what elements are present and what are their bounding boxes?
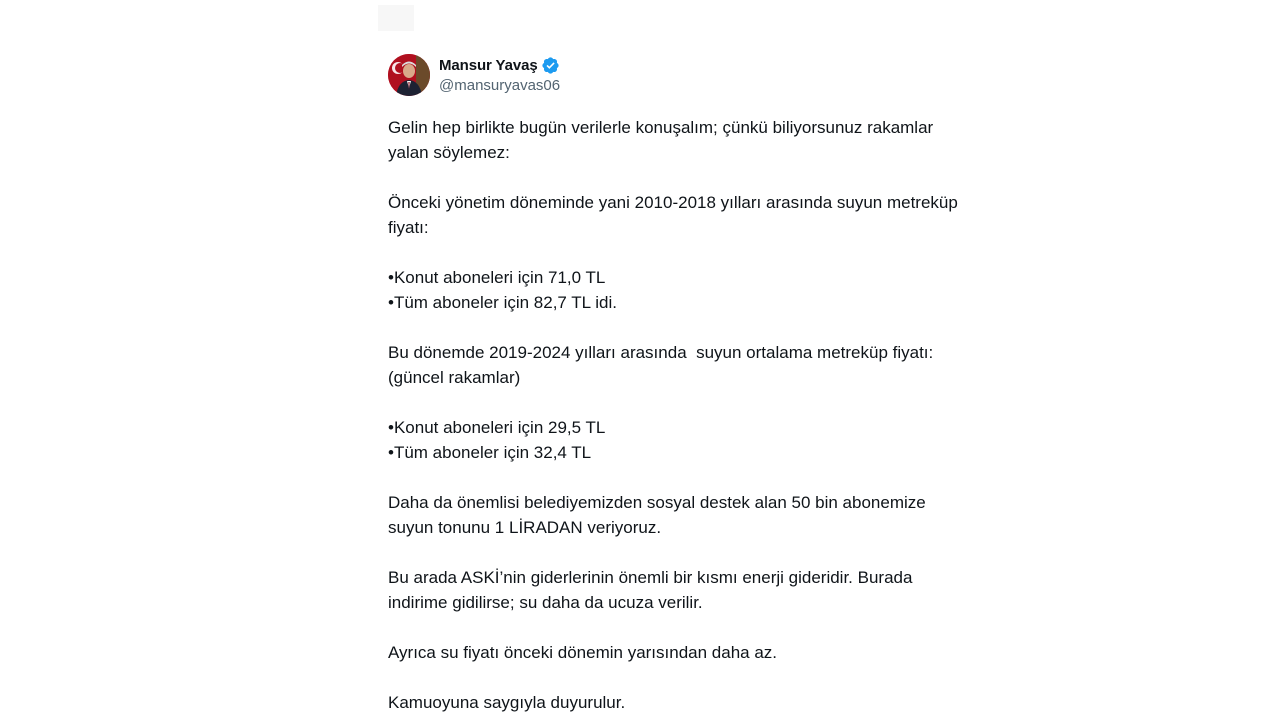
- paragraph-gap: [388, 315, 988, 340]
- tweet-card: [388, 54, 988, 715]
- tweet-line: Önceki yönetim döneminde yani 2010-2018 yılları arasında suyun metreküp: [388, 193, 958, 212]
- paragraph-gap: [388, 165, 988, 190]
- tweet-line: •Tüm aboneler için 32,4 TL: [388, 443, 592, 462]
- paragraph-gap: [388, 540, 988, 565]
- tweet-line: •Konut aboneleri için 71,0 TL: [388, 268, 606, 287]
- tweet-paragraph: [388, 640, 988, 665]
- faded-thumbnail: [378, 5, 414, 31]
- tweet-paragraph: [388, 340, 988, 390]
- tweet-line: yalan söylemez:: [388, 143, 510, 162]
- tweet-paragraph: [388, 415, 988, 465]
- author-block: [439, 54, 560, 96]
- tweet-text: [388, 115, 988, 715]
- paragraph-gap: [388, 465, 988, 490]
- tweet-paragraph: [388, 690, 988, 715]
- tweet-line: Gelin hep birlikte bugün verilerle konuşalım; çünkü biliyorsunuz rakamlar: [388, 118, 934, 137]
- paragraph-gap: [388, 615, 988, 640]
- tweet-line: Ayrıca su fiyatı önceki dönemin yarısından daha az.: [388, 643, 778, 662]
- tweet-paragraph: [388, 190, 988, 240]
- avatar[interactable]: [388, 54, 430, 96]
- tweet-line: Bu dönemde 2019-2024 yılları arasında suyun ortalama metreküp fiyatı:: [388, 343, 934, 362]
- tweet-line: (güncel rakamlar): [388, 368, 521, 387]
- tweet-paragraph: [388, 490, 988, 540]
- tweet-line: •Tüm aboneler için 82,7 TL idi.: [388, 293, 617, 312]
- tweet-paragraph: [388, 565, 988, 615]
- name-row: [439, 54, 560, 76]
- author-display-name[interactable]: Mansur Yavaş: [439, 56, 538, 74]
- verified-badge-icon[interactable]: [541, 56, 560, 75]
- tweet-line: •Konut aboneleri için 29,5 TL: [388, 418, 606, 437]
- author-handle[interactable]: @mansuryavas06: [439, 77, 561, 94]
- tweet-line: indirime gidilirse; su daha da ucuza verilir.: [388, 593, 703, 612]
- tweet-line: fiyatı:: [388, 218, 429, 237]
- tweet-line: Kamuoyuna saygıyla duyurulur.: [388, 693, 626, 712]
- tweet-paragraph: [388, 115, 988, 165]
- tweet-header: [388, 54, 988, 96]
- tweet-line: suyun tonunu 1 LİRADAN veriyoruz.: [388, 518, 662, 537]
- tweet-line: Daha da önemlisi belediyemizden sosyal destek alan 50 bin abonemize: [388, 493, 926, 512]
- avatar-photo: [388, 54, 430, 96]
- paragraph-gap: [388, 240, 988, 265]
- tweet-paragraph: [388, 265, 988, 315]
- paragraph-gap: [388, 665, 988, 690]
- tweet-line: Bu arada ASKİ’nin giderlerinin önemli bir kısmı enerji gideridir. Burada: [388, 568, 913, 587]
- paragraph-gap: [388, 390, 988, 415]
